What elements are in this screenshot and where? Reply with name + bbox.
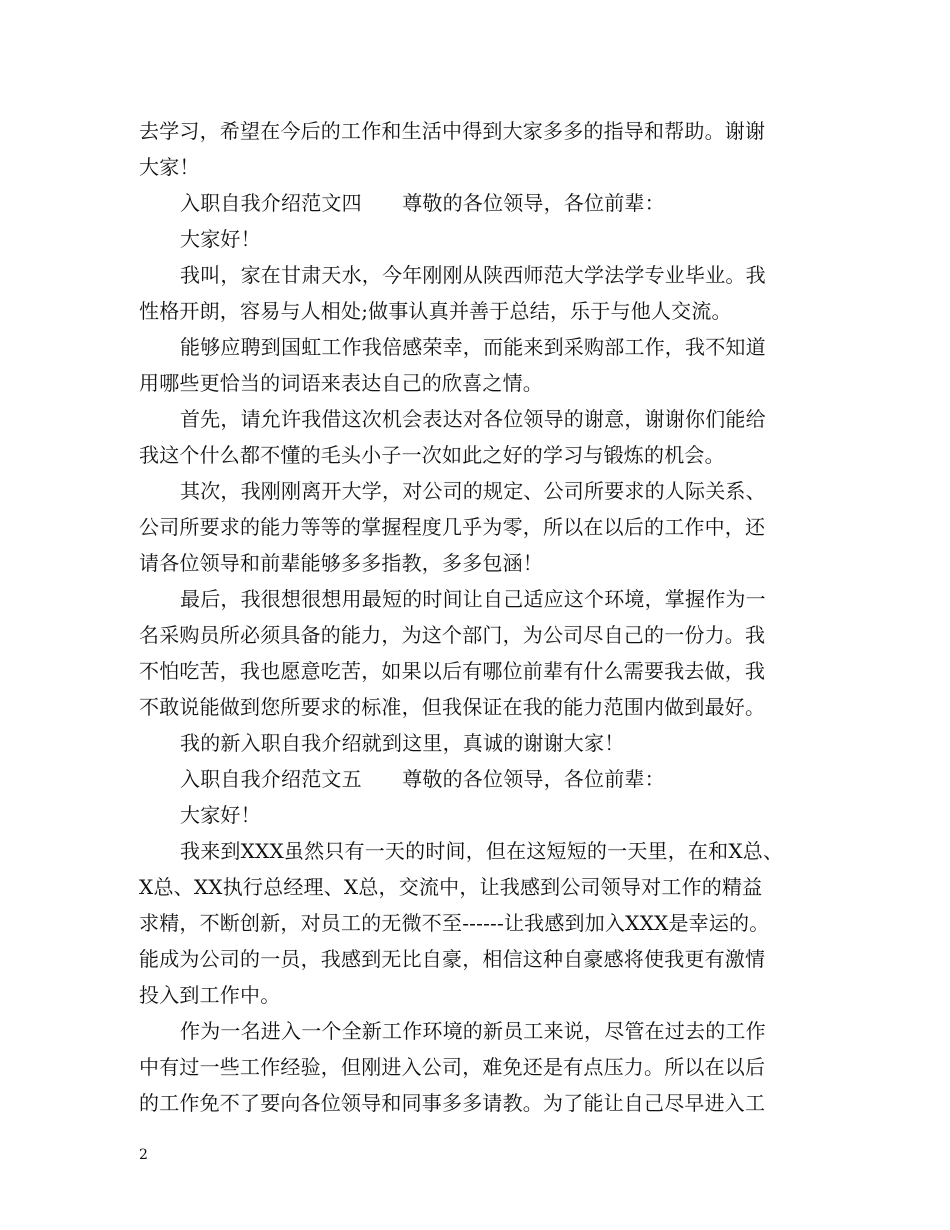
text-line: 公司所要求的能力等等的掌握程度几乎为零，所以在以后的工作中，还	[139, 515, 766, 539]
text-line: 能成为公司的一员，我感到无比自豪，相信这种自豪感将使我更有激情	[139, 947, 766, 971]
text-line: 不怕吃苦，我也愿意吃苦，如果以后有哪位前辈有什么需要我去做，我	[139, 659, 766, 683]
text-line: 其次，我刚刚离开大学，对公司的规定、公司所要求的人际关系、	[180, 479, 766, 503]
text-line: 最后，我很想很想用最短的时间让自己适应这个环境，掌握作为一	[180, 587, 766, 611]
text-line: 投入到工作中。	[139, 983, 281, 1007]
text-line: 的工作免不了要向各位领导和同事多多请教。为了能让自己尽早进入工	[139, 1091, 766, 1115]
text-line: 能够应聘到国虹工作我倍感荣幸，而能来到采购部工作，我不知道	[180, 335, 766, 359]
text-line: 大家好！	[180, 803, 261, 827]
text-line: 中有过一些工作经验，但刚进入公司，难免还是有点压力。所以在以后	[139, 1055, 766, 1079]
text-line: 我的新入职自我介绍就到这里，真诚的谢谢大家！	[180, 731, 625, 755]
text-line: 性格开朗，容易与人相处;做事认真并善于总结，乐于与他人交流。	[139, 299, 732, 323]
text-line: X总、XX执行总经理、X总，交流中，让我感到公司领导对工作的精益	[139, 875, 763, 899]
text-line: 我来到XXX虽然只有一天的时间，但在这短短的一天里，在和X总、	[180, 839, 784, 863]
text-line: 首先，请允许我借这次机会表达对各位领导的谢意，谢谢你们能给	[180, 407, 766, 431]
section-heading: 入职自我介绍范文四 尊敬的各位领导，各位前辈：	[180, 191, 665, 215]
text-line: 求精，不断创新，对员工的无微不至------让我感到加入XXX是幸运的。	[139, 911, 770, 935]
text-line: 大家好！	[180, 227, 261, 251]
text-line: 去学习，希望在今后的工作和生活中得到大家多多的指导和帮助。谢谢	[139, 119, 766, 143]
text-line: 用哪些更恰当的词语来表达自己的欣喜之情。	[139, 371, 543, 395]
text-line: 请各位领导和前辈能够多多指教，多多包涵！	[139, 551, 543, 575]
text-line: 作为一名进入一个全新工作环境的新员工来说，尽管在过去的工作	[180, 1019, 766, 1043]
text-line: 我叫，家在甘肃天水，今年刚刚从陕西师范大学法学专业毕业。我	[180, 263, 766, 287]
text-line: 我这个什么都不懂的毛头小子一次如此之好的学习与锻炼的机会。	[139, 443, 725, 467]
section-heading: 入职自我介绍范文五 尊敬的各位领导，各位前辈：	[180, 767, 665, 791]
text-line: 大家！	[139, 155, 200, 179]
page-number: 2	[139, 1147, 148, 1163]
text-line: 名采购员所必须具备的能力，为这个部门，为公司尽自己的一份力。我	[139, 623, 766, 647]
text-line: 不敢说能做到您所要求的标准，但我保证在我的能力范围内做到最好。	[139, 695, 766, 719]
